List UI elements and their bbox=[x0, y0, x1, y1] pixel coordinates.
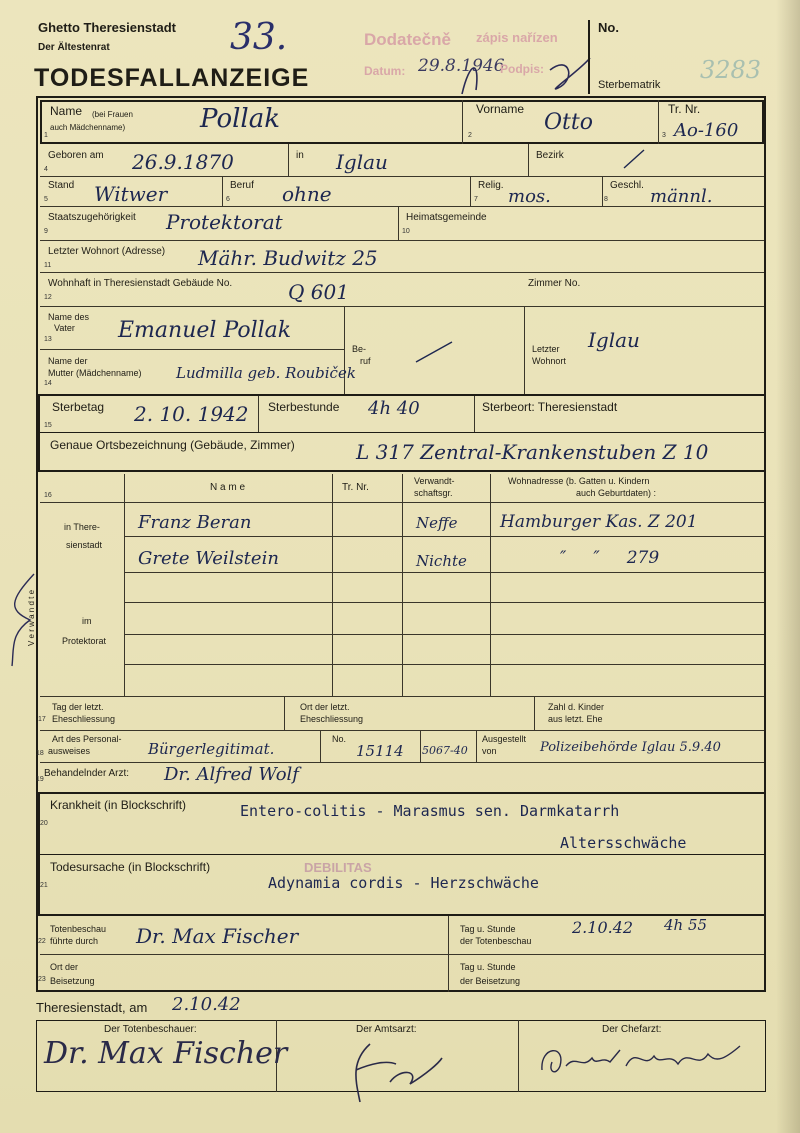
relig-value: mos. bbox=[508, 186, 551, 207]
in-there2: sienstadt bbox=[66, 540, 103, 550]
divider bbox=[518, 1020, 519, 1092]
letzter-label1: Letzter bbox=[532, 344, 560, 354]
sterbematrik-value: 3283 bbox=[700, 56, 762, 84]
line-no-10: 10 bbox=[402, 228, 410, 235]
divider bbox=[534, 696, 535, 730]
marriage-tag-label1: Tag der letzt. bbox=[52, 702, 104, 712]
vorname-value: Otto bbox=[544, 110, 593, 135]
art-label2: ausweises bbox=[48, 746, 91, 756]
totenbeschau-tag-date: 2.10.42 bbox=[572, 918, 634, 937]
ortsbez-value: L 317 Zentral-Krankenstuben Z 10 bbox=[356, 440, 709, 464]
wohnhaft-value: Q 601 bbox=[288, 280, 349, 304]
stamp-signature bbox=[450, 50, 600, 100]
divider bbox=[476, 730, 477, 762]
row-line bbox=[40, 432, 764, 433]
totenbeschau-tag-time: 4h 55 bbox=[664, 916, 708, 934]
bezirk-label: Bezirk bbox=[536, 150, 564, 161]
row-line bbox=[40, 954, 764, 955]
beisetzung-ort-label2: Beisetzung bbox=[50, 976, 95, 986]
line-no-8: 8 bbox=[604, 196, 608, 203]
ausweis-extra-value: 5067-40 bbox=[422, 744, 468, 757]
mutter-label2: Mutter (Mädchenname) bbox=[48, 368, 142, 378]
line-no-19: 19 bbox=[36, 776, 44, 783]
trnr-value: Ao-160 bbox=[674, 120, 739, 141]
divider bbox=[462, 100, 463, 144]
margin-pen-mark bbox=[4, 570, 44, 670]
mutter-value: Ludmilla geb. Roubiček bbox=[176, 364, 356, 382]
beisetzung-tag-label2: der Beisetzung bbox=[460, 976, 521, 986]
form-number: 33. bbox=[230, 17, 288, 58]
line-no-13: 13 bbox=[44, 336, 52, 343]
line-no-6: 6 bbox=[226, 196, 230, 203]
col-trnr: Tr. Nr. bbox=[342, 482, 369, 493]
sterbeort-label: Sterbeort: Theresienstadt bbox=[482, 400, 618, 414]
line-no-1: 1 bbox=[44, 132, 48, 139]
line-no-7: 7 bbox=[474, 196, 478, 203]
staat-label: Staatszugehörigkeit bbox=[48, 212, 136, 223]
letzter-label2: Wohnort bbox=[532, 356, 566, 366]
totenbeschau-tag-label2: der Totenbeschau bbox=[460, 936, 532, 946]
ausgestellt-value: Polizeibehörde Iglau 5.9.40 bbox=[540, 740, 721, 755]
row-line bbox=[40, 176, 764, 177]
sterbematrik-label: Sterbematrik bbox=[598, 79, 661, 91]
in-value: Iglau bbox=[336, 150, 388, 174]
letzter-value: Iglau bbox=[588, 328, 640, 352]
line-no-15: 15 bbox=[44, 422, 52, 429]
vater-label2: Vater bbox=[54, 323, 75, 333]
ortsbez-label: Genaue Ortsbezeichnung (Gebäude, Zimmer) bbox=[50, 438, 295, 452]
divider bbox=[420, 730, 421, 762]
col-addr1: Wohnadresse (b. Gatten u. Kindern bbox=[508, 476, 650, 486]
col-verw1: Verwandt- bbox=[414, 476, 455, 486]
row-line bbox=[124, 634, 764, 635]
in-there1: in There- bbox=[64, 522, 100, 532]
line-no-2: 2 bbox=[468, 132, 472, 139]
col-addr2: auch Geburtdaten) : bbox=[576, 488, 657, 498]
relig-label: Relig. bbox=[478, 180, 504, 191]
ausgestellt-label1: Ausgestellt bbox=[482, 734, 527, 744]
vorname-label: Vorname bbox=[476, 102, 525, 116]
line-no-22: 22 bbox=[38, 938, 46, 945]
name-label: Name bbox=[50, 104, 83, 118]
krankheit-line2: Altersschwäche bbox=[560, 834, 687, 852]
art-value: Bürgerlegitimat. bbox=[148, 740, 275, 758]
line-no-14: 14 bbox=[44, 380, 52, 387]
divider bbox=[602, 176, 603, 206]
sig3-signature bbox=[536, 1036, 746, 1084]
kinder-label1: Zahl d. Kinder bbox=[548, 702, 605, 712]
form-title: TODESFALLANZEIGE bbox=[34, 64, 310, 92]
arzt-value: Dr. Alfred Wolf bbox=[164, 764, 299, 785]
beruf2-label2: ruf bbox=[360, 356, 371, 366]
sig1-value: Dr. Max Fischer bbox=[44, 1036, 288, 1071]
relative-1-name: Franz Beran bbox=[138, 512, 252, 533]
line-no-5: 5 bbox=[44, 196, 48, 203]
geschl-value: männl. bbox=[650, 186, 713, 207]
line-no-17: 17 bbox=[38, 716, 46, 723]
col-name: N a m e bbox=[210, 482, 246, 493]
divider bbox=[470, 176, 471, 206]
marriage-tag-label2: Eheschliessung bbox=[52, 714, 116, 724]
beruf-value: ohne bbox=[282, 182, 332, 206]
sig2-label: Der Amtsarzt: bbox=[356, 1024, 417, 1035]
col-verw2: schaftsgr. bbox=[414, 488, 453, 498]
place-label: Theresienstadt, am bbox=[36, 1000, 148, 1015]
header-divider bbox=[588, 20, 590, 94]
trnr-label: Tr. Nr. bbox=[668, 102, 701, 116]
todesursache-label: Todesursache (in Blockschrift) bbox=[50, 860, 211, 874]
relative-2-name: Grete Weilstein bbox=[138, 548, 279, 569]
totenbeschau-label2: führte durch bbox=[50, 936, 99, 946]
in-label: in bbox=[296, 150, 304, 161]
arzt-label: Behandelnder Arzt: bbox=[44, 768, 130, 779]
council-name: Der Ältestenrat bbox=[38, 42, 110, 53]
stamp-dodatek: Dodatečně bbox=[364, 30, 451, 49]
divider bbox=[284, 696, 285, 730]
line-no-23: 23 bbox=[38, 976, 46, 983]
line-no-18: 18 bbox=[36, 750, 44, 757]
totenbeschau-tag-label1: Tag u. Stunde bbox=[460, 924, 516, 934]
beruf2-dash bbox=[410, 336, 460, 366]
row-line bbox=[40, 306, 764, 307]
wohnort-value: Mähr. Budwitz 25 bbox=[198, 246, 378, 270]
todesursache-value: Adynamia cordis - Herzschwäche bbox=[268, 874, 539, 892]
stand-value: Witwer bbox=[94, 182, 168, 206]
sterbestunde-label: Sterbestunde bbox=[268, 400, 340, 414]
protektorat-label: Protektorat bbox=[62, 636, 107, 646]
divider bbox=[448, 916, 449, 992]
line-no-9: 9 bbox=[44, 228, 48, 235]
divider bbox=[474, 396, 475, 432]
row-line bbox=[124, 572, 764, 573]
relative-1-relation: Neffe bbox=[416, 514, 458, 532]
line-no-12: 12 bbox=[44, 294, 52, 301]
krankheit-line1: Entero-colitis - Marasmus sen. Darmkatarrh bbox=[240, 802, 620, 820]
paper-edge-shadow bbox=[776, 0, 800, 1133]
name-sub1: (bei Frauen bbox=[92, 110, 133, 119]
divider bbox=[320, 730, 321, 762]
im-label: im bbox=[82, 616, 92, 626]
staat-value: Protektorat bbox=[166, 210, 283, 234]
line-no-21: 21 bbox=[40, 882, 48, 889]
stamp-zapis: zápis nařízen bbox=[476, 30, 558, 45]
no-label: No. bbox=[598, 20, 619, 35]
stamp-datum-label: Datum: bbox=[364, 64, 406, 78]
krankheit-label: Krankheit (in Blockschrift) bbox=[50, 798, 187, 812]
relative-2-address: ″ ″ 279 bbox=[560, 548, 660, 568]
line-no-3: 3 bbox=[662, 132, 666, 139]
row-line bbox=[124, 602, 764, 603]
divider bbox=[528, 144, 529, 176]
divider bbox=[398, 206, 399, 240]
relatives-side-label: V e r w a n d t e bbox=[27, 589, 36, 646]
vater-value: Emanuel Pollak bbox=[118, 318, 292, 343]
col-line bbox=[402, 474, 403, 696]
divider bbox=[258, 396, 259, 432]
row-line bbox=[40, 762, 764, 763]
vater-label1: Name des bbox=[48, 312, 90, 322]
beisetzung-ort-label1: Ort der bbox=[50, 962, 79, 972]
beruf-label: Beruf bbox=[230, 180, 254, 191]
stamp-podpis: Podpis: bbox=[500, 62, 544, 76]
line-no-16: 16 bbox=[44, 492, 52, 499]
relative-1-address: Hamburger Kas. Z 201 bbox=[500, 512, 698, 532]
geboren-label: Geboren am bbox=[48, 150, 104, 161]
col-line bbox=[490, 474, 491, 696]
heimat-label: Heimatsgemeinde bbox=[406, 212, 487, 223]
wohnhaft-label: Wohnhaft in Theresienstadt Gebäude No. bbox=[48, 278, 233, 289]
ausweis-no-value: 15114 bbox=[356, 742, 404, 760]
name-sub2: auch Mädchenname) bbox=[50, 123, 126, 132]
bezirk-dash bbox=[620, 146, 650, 172]
name-row bbox=[40, 100, 764, 144]
totenbeschau-label1: Totenbeschau bbox=[50, 924, 107, 934]
row-line bbox=[124, 536, 764, 537]
marriage-ort-label2: Eheschliessung bbox=[300, 714, 364, 724]
sterbestunde-value: 4h 40 bbox=[368, 398, 420, 419]
marriage-ort-label1: Ort der letzt. bbox=[300, 702, 350, 712]
line-no-11: 11 bbox=[44, 262, 52, 269]
sterbetag-label: Sterbetag bbox=[52, 400, 105, 414]
line-no-4: 4 bbox=[44, 166, 48, 173]
stand-label: Stand bbox=[48, 180, 75, 191]
row-line bbox=[124, 664, 764, 665]
ausweis-no-label: No. bbox=[332, 734, 347, 744]
line-no-20: 20 bbox=[40, 820, 48, 827]
col-line bbox=[332, 474, 333, 696]
name-value: Pollak bbox=[200, 104, 280, 134]
todesursache-overwrite: DEBILITAS bbox=[304, 860, 372, 875]
kinder-label2: aus letzt. Ehe bbox=[548, 714, 603, 724]
divider bbox=[658, 100, 659, 144]
sterbetag-value: 2. 10. 1942 bbox=[134, 402, 249, 426]
stamp-datum-value: 29.8.1946 bbox=[418, 56, 505, 76]
row-line bbox=[40, 272, 764, 273]
divider bbox=[524, 306, 525, 394]
row-line bbox=[40, 349, 344, 350]
ausgestellt-label2: von bbox=[482, 746, 497, 756]
ghetto-name: Ghetto Theresienstadt bbox=[38, 20, 176, 35]
totenbeschau-value: Dr. Max Fischer bbox=[136, 924, 299, 948]
row-line bbox=[40, 730, 764, 731]
row-line bbox=[40, 240, 764, 241]
beruf2-label1: Be- bbox=[352, 344, 367, 354]
sig3-label: Der Chefarzt: bbox=[602, 1024, 662, 1035]
relative-2-relation: Nichte bbox=[416, 552, 467, 570]
divider bbox=[288, 144, 289, 176]
mutter-label1: Name der bbox=[48, 356, 88, 366]
zimmer-label: Zimmer No. bbox=[528, 278, 581, 289]
footer-date: 2.10.42 bbox=[172, 994, 241, 1015]
beisetzung-tag-label1: Tag u. Stunde bbox=[460, 962, 516, 972]
wohnort-label: Letzter Wohnort (Adresse) bbox=[48, 246, 166, 257]
col-line bbox=[124, 474, 125, 696]
sig1-label: Der Totenbeschauer: bbox=[104, 1024, 197, 1035]
divider bbox=[222, 176, 223, 206]
geboren-value: 26.9.1870 bbox=[132, 150, 234, 174]
sig2-signature bbox=[330, 1034, 450, 1108]
row-line bbox=[40, 854, 764, 855]
geschl-label: Geschl. bbox=[610, 180, 644, 191]
art-label1: Art des Personal- bbox=[52, 734, 122, 744]
row-line bbox=[40, 696, 764, 697]
